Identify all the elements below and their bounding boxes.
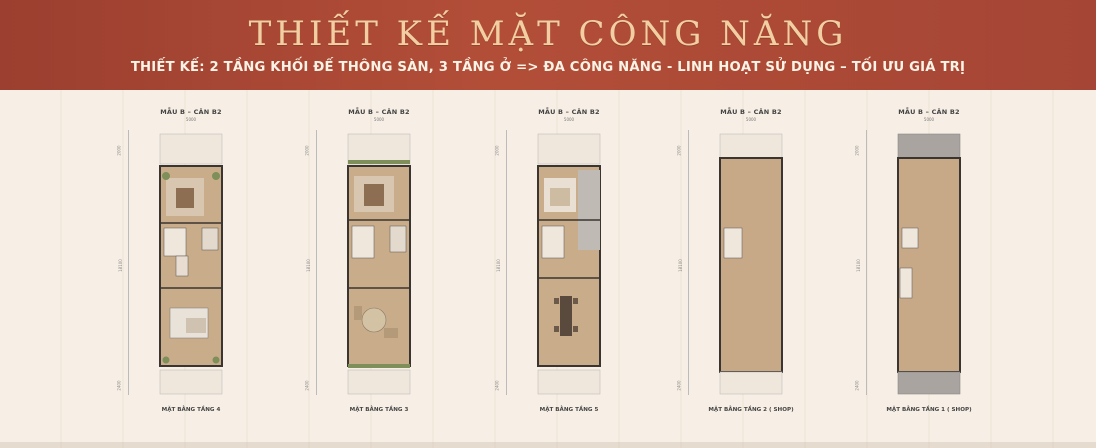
floor-plan-tang-5 [494, 108, 624, 418]
plan-label: MẪU B – CĂN B2 [538, 108, 600, 116]
plan-label: MẪU B – CĂN B2 [348, 108, 410, 116]
dimension-top: 5000 [923, 117, 935, 122]
plan-label: MẪU B – CĂN B2 [720, 108, 782, 116]
dimension-ruler [688, 130, 689, 395]
page-subtitle: THIẾT KẾ: 2 TẦNG KHỐI ĐẾ THÔNG SÀN, 3 TẦNG Ở => ĐA CÔNG NĂNG - LINH HOẠT SỬ DỤNG – TỐI ƯU GIÁ TRỊ [130, 60, 966, 75]
dimension-side: 2000 [854, 145, 860, 156]
dimension-side: 2400 [676, 380, 682, 391]
dimension-side: 18100 [855, 259, 861, 272]
dimension-top: 5000 [563, 117, 575, 122]
dimension-side: 2400 [304, 380, 310, 391]
dimension-side: 2000 [304, 145, 310, 156]
plan-caption: MẶT BẰNG TẦNG 4 [161, 407, 221, 413]
plan-caption: MẶT BẰNG TẦNG 1 ( SHOP) [886, 407, 972, 413]
dimension-top: 5000 [745, 117, 757, 122]
dimension-side: 2000 [116, 145, 122, 156]
dimension-side: 2000 [676, 145, 682, 156]
dimension-ruler [866, 130, 867, 395]
floor-plan-tang-4 [116, 108, 246, 418]
plan-caption: MẶT BẰNG TẦNG 2 ( SHOP) [708, 407, 794, 413]
floor-plan-drawing [874, 108, 984, 408]
floor-plan-drawing [324, 108, 434, 408]
footer-divider [0, 442, 1096, 448]
plan-caption: MẶT BẰNG TẦNG 3 [349, 407, 409, 413]
dimension-side: 18100 [495, 259, 501, 272]
floor-plan-drawing [136, 108, 246, 408]
floor-plan-drawing [514, 108, 624, 408]
dimension-side: 2000 [494, 145, 500, 156]
dimension-side: 2400 [116, 380, 122, 391]
dimension-side: 18100 [117, 259, 123, 272]
floor-plan-tang-1-shop [854, 108, 984, 418]
page-title: THIẾT KẾ MẶT CÔNG NĂNG [248, 14, 848, 54]
dimension-side: 18100 [305, 259, 311, 272]
header-banner [0, 0, 1096, 90]
dimension-top: 5000 [373, 117, 385, 122]
floor-plan-drawing [696, 108, 806, 408]
plan-label: MẪU B – CĂN B2 [160, 108, 222, 116]
plan-caption: MẶT BẰNG TẦNG 5 [539, 407, 599, 413]
dimension-side: 18100 [677, 259, 683, 272]
floor-plan-tang-3 [304, 108, 434, 418]
dimension-side: 2400 [494, 380, 500, 391]
plan-label: MẪU B – CĂN B2 [898, 108, 960, 116]
dimension-side: 2400 [854, 380, 860, 391]
dimension-top: 5000 [185, 117, 197, 122]
dimension-ruler [316, 130, 317, 395]
floor-plan-tang-2-shop [676, 108, 806, 418]
dimension-ruler [128, 130, 129, 395]
dimension-ruler [506, 130, 507, 395]
